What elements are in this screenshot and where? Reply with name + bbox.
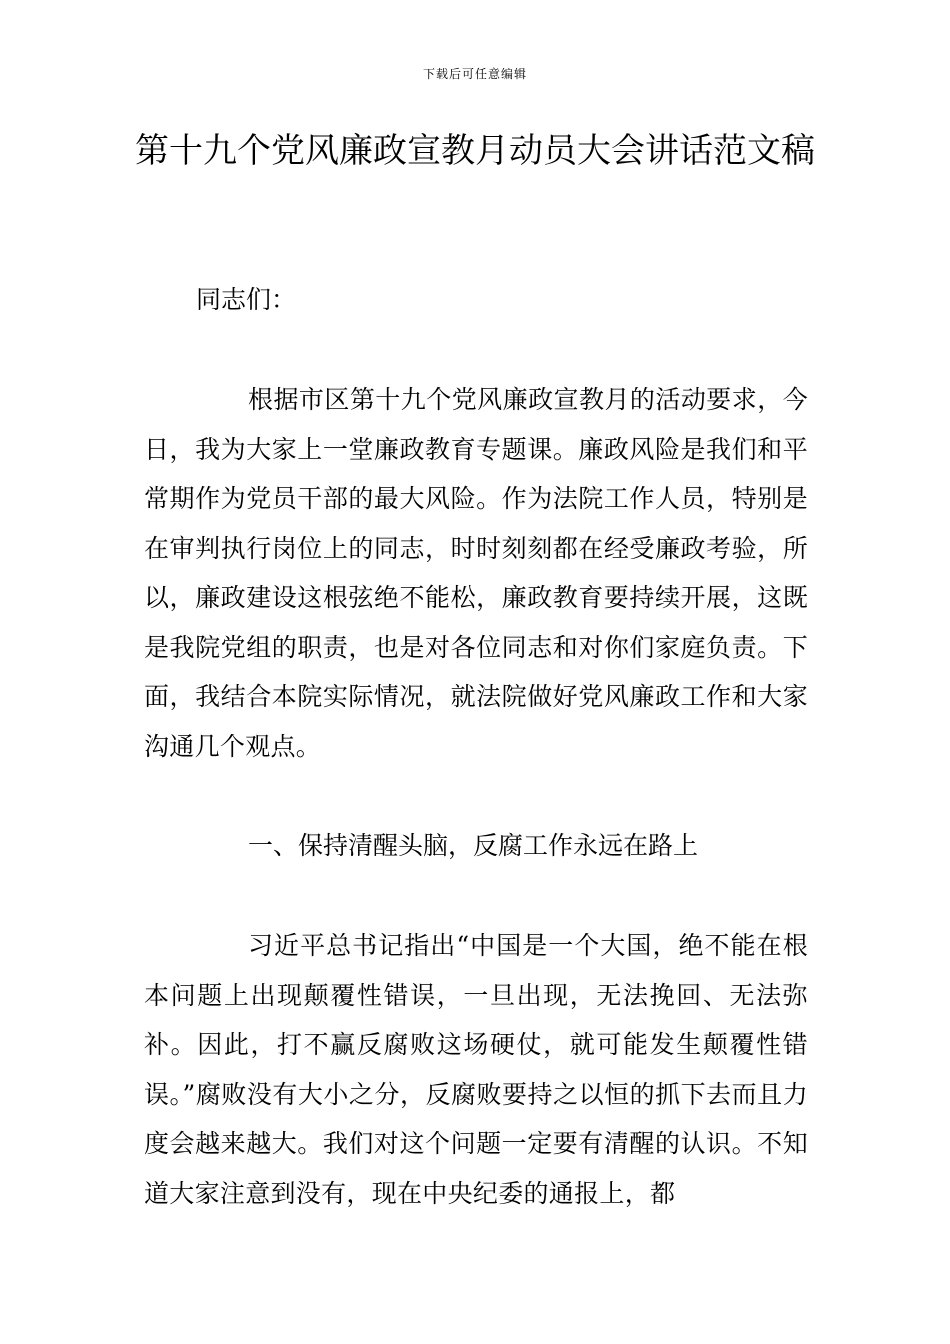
section-heading-1: 一、保持清醒头脑，反腐工作永远在路上 [248, 831, 699, 860]
paragraph-section-1: 习近平总书记指出“中国是一个大国，绝不能在根本问题上出现颠覆性错误，一旦出现，无法挽回、无法弥补。因此，打不赢反腐败这场硬仗，就可能发生颠覆性错误。”腐败没有大小之分，反腐败要持之以恒的抓下去而且力度会越来越大。我们对这个问题一定要有清醒的认识。不知道大家注意到没有，现在中央纪委的通报上，都 [144, 931, 808, 1208]
header-note: 下载后可任意编辑 [422, 67, 527, 81]
document-title: 第十九个党风廉政宣教月动员大会讲话范文稿 [135, 131, 815, 171]
paragraph-intro: 根据市区第十九个党风廉政宣教月的活动要求，今日，我为大家上一堂廉政教育专题课。廉政风险是我们和平常期作为党员干部的最大风险。作为法院工作人员，特别是在审判执行岗位上的同志，时时刻刻都在经受廉政考验，所以，廉政建设这根弦绝不能松，廉政教育要持续开展，这既是我院党组的职责，也是对各位同志和对你们家庭负责。下面，我结合本院实际情况，就法院做好党风廉政工作和大家沟通几个观点。 [144, 385, 808, 761]
salutation: 同志们： [196, 285, 297, 314]
